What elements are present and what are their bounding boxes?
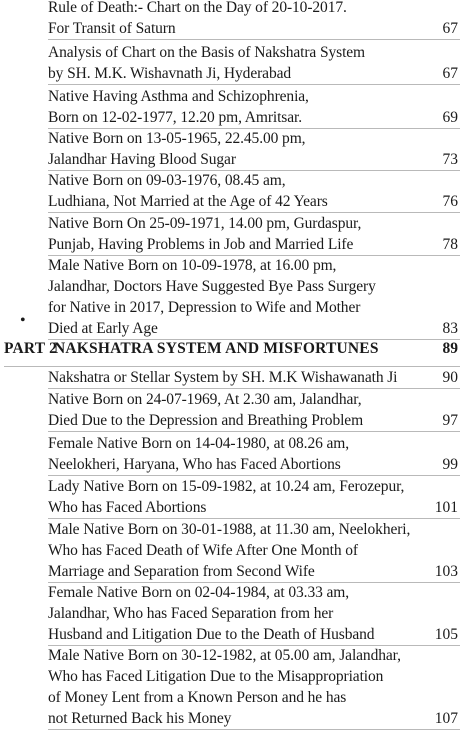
part-number: PART 2: [4, 340, 58, 357]
toc-entry: [48, 519, 460, 583]
toc-entry-line: Female Native Born on 14-04-1980, at 08.26 am,: [48, 435, 350, 452]
part-title: NAKSHATRA SYSTEM AND MISFORTUNES: [54, 340, 379, 357]
toc-entry-page-number: 97: [442, 412, 458, 429]
toc-entry: [48, 255, 460, 340]
toc-entry-line: Native Born On 25-09-1971, 14.00 pm, Gurdaspur,: [48, 215, 362, 232]
toc-entry-page-number: 90: [442, 369, 458, 386]
toc-entry-line: Marriage and Separation from Second Wife: [48, 563, 315, 580]
toc-entry-line: Jalandhar, Who has Faced Separation from her: [48, 605, 334, 622]
toc-entry-line: Male Native Born on 30-01-1988, at 11.30 am, Neelokheri,: [48, 521, 411, 538]
toc-entry-line: Lady Native Born on 15-09-1982, at 10.24 am, Ferozepur,: [48, 478, 405, 495]
toc-entry-line: Analysis of Chart on the Basis of Nakshatra System: [48, 44, 366, 61]
toc-entry-page-number: 105: [434, 626, 458, 643]
toc-entry: [48, 389, 460, 432]
toc-entry-page-number: 83: [442, 320, 458, 337]
toc-entry-line: Died Due to the Depression and Breathing Problem: [48, 412, 364, 429]
toc-entry-line: Male Native Born on 10-09-1978, at 16.00 pm,: [48, 257, 337, 274]
toc-entry-line: Who has Faced Litigation Due to the Misappropriation: [48, 668, 384, 685]
toc-entry-page-number: 107: [434, 710, 458, 727]
toc-entry-line: Nakshatra or Stellar System by SH. M.K Wishawanath Ji: [48, 369, 398, 386]
toc-entry-page-number: 73: [442, 151, 458, 168]
toc-entry-line: Punjab, Having Problems in Job and Married Life: [48, 236, 354, 253]
toc-entry: [48, 433, 460, 476]
bullet-mark: •: [20, 312, 26, 329]
toc-entry-line: Native Born on 09-03-1976, 08.45 am,: [48, 172, 286, 189]
toc-entry: [48, 213, 460, 256]
toc-entry-page-number: 78: [442, 236, 458, 253]
toc-entry-line: Rule of Death:- Chart on the Day of 20-10-2017.: [48, 0, 347, 16]
toc-entry-line: Ludhiana, Not Married at the Age of 42 Years: [48, 193, 328, 210]
toc-entry: [48, 128, 460, 171]
toc-entry: [48, 86, 460, 129]
toc-entry: [48, 582, 460, 646]
toc-entry-line: Husband and Litigation Due to the Death of Husband: [48, 626, 375, 643]
toc-entry-line: Jalandhar, Doctors Have Suggested Bye Pass Surgery: [48, 278, 376, 295]
part-page-number: 89: [442, 340, 458, 357]
toc-entry-page-number: 103: [434, 563, 458, 580]
toc-entry-line: Who has Faced Abortions: [48, 499, 207, 516]
toc-entry-page-number: 99: [442, 456, 458, 473]
toc-entry-line: Jalandhar Having Blood Sugar: [48, 151, 236, 168]
toc-entry: [48, 645, 460, 730]
toc-entry: [48, 367, 460, 389]
toc-entry-line: Native Having Asthma and Schizophrenia,: [48, 88, 309, 105]
toc-entry-line: of Money Lent from a Known Person and he has: [48, 689, 347, 706]
toc-entry-line: Female Native Born on 02-04-1984, at 03.33 am,: [48, 584, 350, 601]
toc-entry-line: For Transit of Saturn: [48, 20, 176, 37]
toc-entry: [48, 0, 460, 40]
toc-entry-page-number: 101: [434, 499, 458, 516]
toc-entry-page-number: 69: [442, 109, 458, 126]
toc-entry-line: Native Born on 13-05-1965, 22.45.00 pm,: [48, 130, 306, 147]
toc-entry-line: Neelokheri, Haryana, Who has Faced Abortions: [48, 456, 341, 473]
part-heading: [4, 336, 460, 367]
toc-entry-page-number: 67: [442, 20, 458, 37]
toc-entry-line: Native Born on 24-07-1969, At 2.30 am, Jalandhar,: [48, 391, 362, 408]
toc-entry-line: Died at Early Age: [48, 320, 158, 337]
toc-entry: [48, 42, 460, 85]
toc-entry-line: by SH. M.K. Wishavnath Ji, Hyderabad: [48, 65, 292, 82]
toc-entry-line: for Native in 2017, Depression to Wife and Mother: [48, 299, 361, 316]
toc-entry: [48, 476, 460, 519]
toc-entry-line: Who has Faced Death of Wife After One Month of: [48, 542, 358, 559]
toc-entry: [48, 170, 460, 213]
toc-entry-line: Male Native Born on 30-12-1982, at 05.00 am, Jalandhar,: [48, 647, 401, 664]
toc-entry-page-number: 67: [442, 65, 458, 82]
toc-entry-line: Born on 12-02-1977, 12.20 pm, Amritsar.: [48, 109, 302, 126]
toc-entry-line: not Returned Back his Money: [48, 710, 232, 727]
toc-entry-page-number: 76: [442, 193, 458, 210]
